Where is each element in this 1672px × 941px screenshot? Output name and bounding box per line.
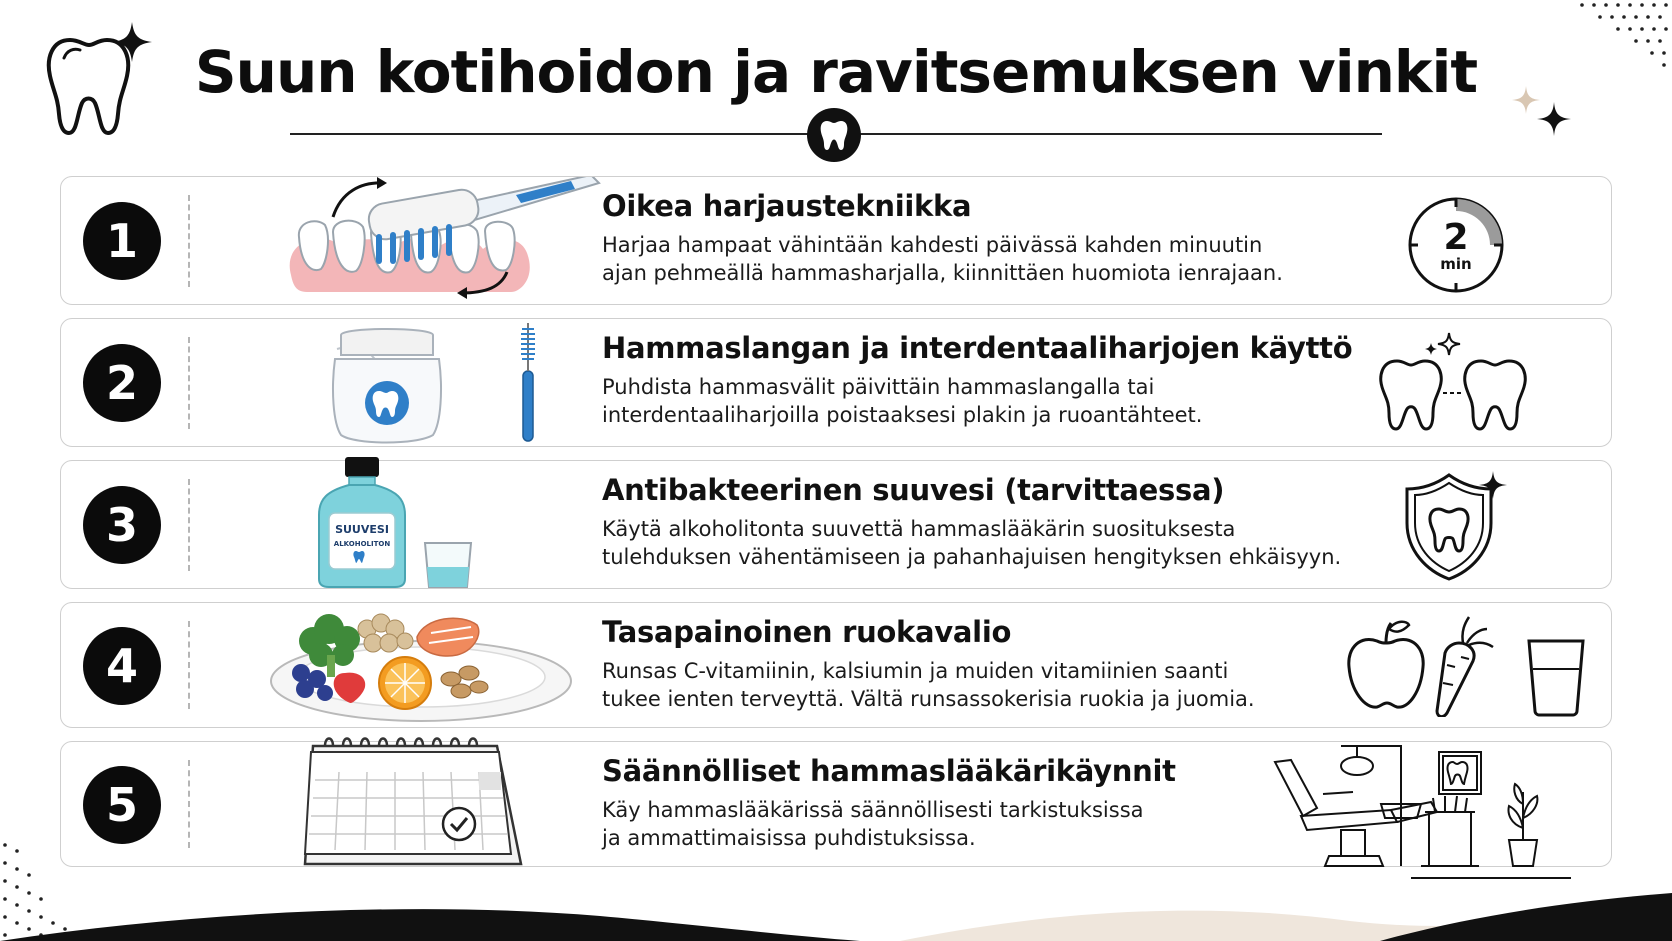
card-title-5: Säännölliset hammaslääkärikäynnit [602,754,1176,788]
description-line: Käytä alkoholitonta suuvettä hammaslääkärin suosituksesta [602,517,1236,541]
healthy-food-plate-illustration [221,603,601,727]
tooth-icon [819,119,849,151]
food-icons [1343,613,1623,717]
description-line: Käy hammaslääkärissä säännöllisesti tarkistuksissa [602,798,1144,822]
card-title-1: Oikea harjaustekniikka [602,189,972,223]
bottle-label: SUUVESI [335,523,389,536]
step-number-4: 4 [83,627,161,705]
card-description-5 [602,796,1342,852]
card-divider [188,195,190,287]
timer-dial [1404,191,1508,295]
title-tooth-badge [807,108,861,162]
clean-teeth-icon [1377,329,1537,439]
bottle-label: ALKOHOLITON [333,540,391,548]
two-teeth-icon [1377,329,1537,439]
card-description-4 [602,657,1342,713]
description-line: ja ammattimaisissa puhdistuksissa. [602,826,976,850]
page-title: Suun kotihoidon ja ravitsemuksen vinkit [194,38,1478,106]
card-title-4: Tasapainoinen ruokavalio [602,615,1012,649]
step-number-1: 1 [83,202,161,280]
timer-value: 2 [1443,217,1469,258]
dental-chair-icon [1271,732,1626,887]
card-title-2: Hammaslangan ja interdentaaliharjojen käyttö [602,331,1353,365]
description-line: Puhdista hammasvälit päivittäin hammaslangalla tai [602,375,1155,399]
step-number-3: 3 [83,486,161,564]
step-number-5: 5 [83,766,161,844]
tip-card-2 [60,318,1612,447]
description-line: ajan pehmeällä hammasharjalla, kiinnittäen huomiota ienrajaan. [602,261,1283,285]
dental-office-icon [1271,732,1626,887]
apple-carrot-water-icon [1343,613,1623,717]
card-divider [188,621,190,709]
card-description-3 [602,515,1342,571]
tip-card-3 [60,460,1612,589]
card-description-1 [602,231,1342,287]
timer-icon [1404,191,1508,295]
card-divider [188,479,190,571]
mouthwash-illustration [221,455,601,589]
toothbrush-illustration [221,177,601,302]
shield-tooth-icon [1401,467,1511,585]
description-line: Harjaa hampaat vähintään kahdesti päivässä kahden minuutin [602,233,1263,257]
tip-card-4 [60,602,1612,728]
description-line: tulehduksen vähentämiseen ja pahanhajuisen hengityksen ehkäisyyn. [602,545,1342,569]
dental-floss-illustration [221,319,601,447]
description-line: interdentaaliharjoilla poistaaksesi plakin ja ruoantähteet. [602,403,1203,427]
tip-card-1 [60,176,1612,305]
description-line: Runsas C-vitamiinin, kalsiumin ja muiden vitamiinien saanti [602,659,1229,683]
card-description-2 [602,373,1342,429]
card-title-3: Antibakteerinen suuvesi (tarvittaessa) [602,473,1225,507]
card-divider [188,760,190,848]
timer-unit: min [1440,255,1472,273]
card-divider [188,337,190,429]
description-line: tukee ienten terveyttä. Vältä runsassokerisia ruokia ja juomia. [602,687,1255,711]
calendar-illustration [221,732,601,872]
step-number-2: 2 [83,344,161,422]
tooth-shield-icon [1401,467,1511,585]
tip-card-5 [60,741,1612,867]
